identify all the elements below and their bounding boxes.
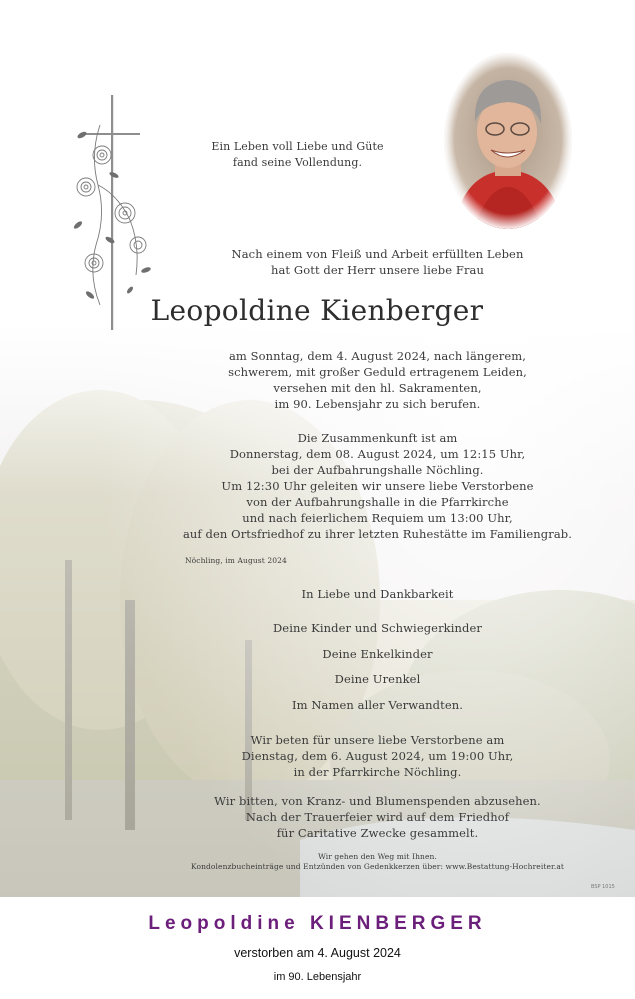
quote-line: Ein Leben voll Liebe und Güte [211,140,384,153]
schedule-line: auf den Ortsfriedhof zu ihrer letzten Ruhestätte im Familiengrab. [182,527,573,541]
schedule-line: Um 12:30 Uhr geleiten wir unsere liebe Verstorbene [221,479,534,493]
condolence-note: Kondolenzbucheinträge und Entzünden von Gedenkkerzen über: www.Bestattung-Hochreiter.at [190,862,565,871]
intro-line: Nach einem von Fleiß und Arbeit erfüllten Leben [231,247,524,261]
death-notice-block [60,348,635,412]
intro-block [60,246,635,278]
schedule-line: Die Zusammenkunft ist am [297,431,458,445]
prayer-block [60,732,635,780]
prayer-line: Wir beten für unsere liebe Verstorbene am [250,733,505,747]
donation-line: Wir bitten, von Kranz- und Blumenspenden abzusehen. [214,794,541,808]
schedule-line: von der Aufbahrungshalle in die Pfarrkirche [246,495,509,509]
intro-line: hat Gott der Herr unsere liebe Frau [270,263,485,277]
mourners-relatives: Im Namen aller Verwandten. [291,698,464,712]
funeral-schedule-block [60,430,635,542]
mourners-great-grandchildren: Deine Urenkel [334,672,421,686]
schedule-line: Donnerstag, dem 08. August 2024, um 12:15 Uhr, [229,447,526,461]
place-date: Nöchling, im August 2024 [185,556,287,565]
death-line: schwerem, mit großer Geduld ertragenem Leiden, [228,365,527,379]
prayer-line: in der Pfarrkirche Nöchling. [293,765,462,779]
walk-note: Wir gehen den Weg mit Ihnen. [318,852,437,861]
footer-deceased-name: Leopoldine KIENBERGER [148,913,487,934]
schedule-line: und nach feierlichem Requiem um 13:00 Uhr, [242,511,513,525]
prayer-line: Dienstag, dem 6. August 2024, um 19:00 Uhr, [241,749,514,763]
donation-block [60,793,635,841]
deceased-name: Leopoldine Kienberger [150,294,484,327]
donation-line: für Caritative Zwecke gesammelt. [276,826,479,840]
mourners-intro: In Liebe und Dankbarkeit [301,587,454,601]
footer-death-date: verstorben am 4. August 2024 [234,946,401,960]
death-line: im 90. Lebensjahr zu sich berufen. [274,397,481,411]
quote-line: fand seine Vollendung. [232,156,363,169]
death-line: versehen mit den hl. Sakramenten, [273,381,482,395]
mourners-children: Deine Kinder und Schwiegerkinder [272,621,483,635]
quote-block [0,139,615,171]
footer-age: im 90. Lebensjahr [273,971,362,983]
schedule-line: bei der Aufbahrungshalle Nöchling. [271,463,484,477]
donation-line: Nach der Trauerfeier wird auf dem Friedhof [245,810,510,824]
mourners-grandchildren: Deine Enkelkinder [322,647,433,661]
watermark-code: BSP 1015 [591,884,615,890]
death-line: am Sonntag, dem 4. August 2024, nach längerem, [228,349,527,363]
